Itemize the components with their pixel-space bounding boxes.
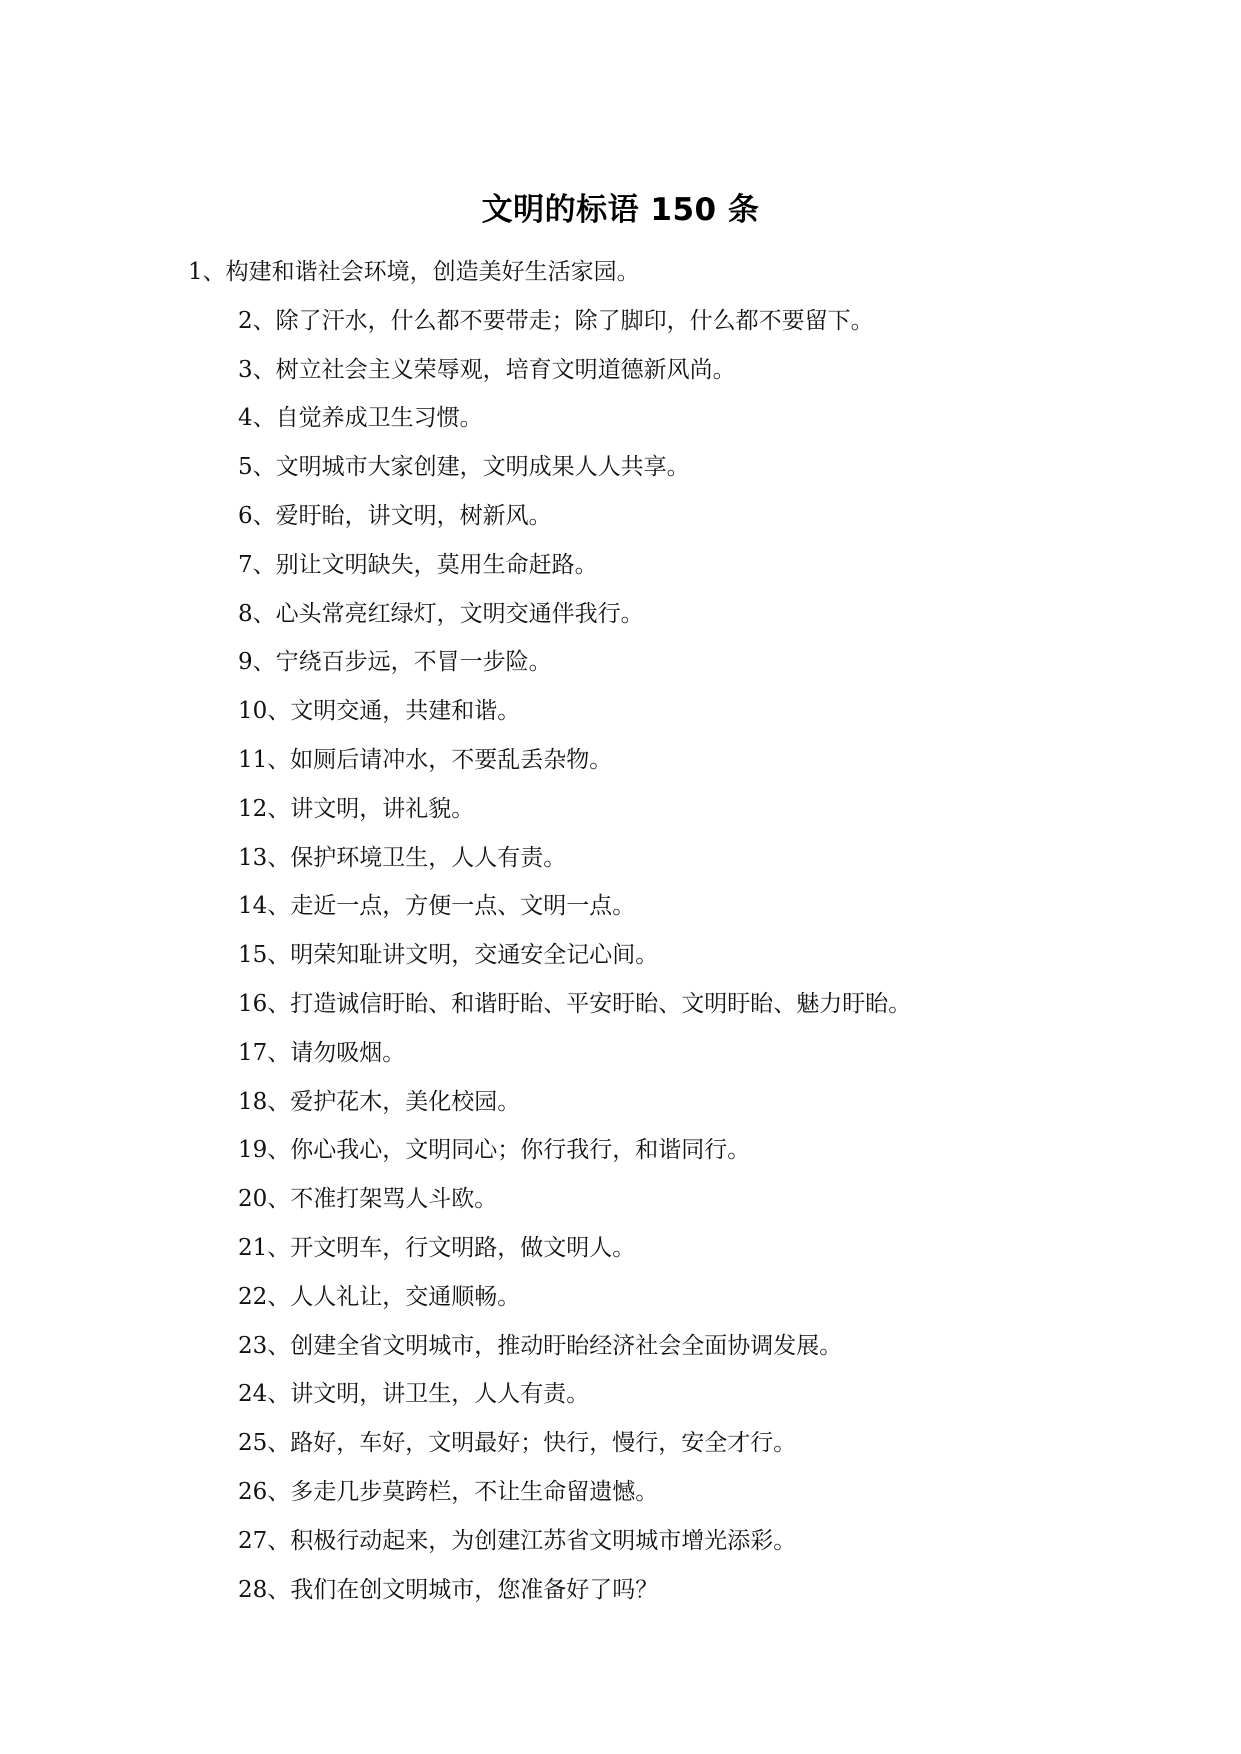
slogan-item: 17、请勿吸烟。 — [238, 1039, 406, 1066]
slogan-item: 4、自觉养成卫生习惯。 — [238, 405, 483, 432]
slogan-item: 10、文明交通，共建和谐。 — [238, 698, 521, 725]
slogan-item: 1、构建和谐社会环境，创造美好生活家园。 — [188, 259, 640, 285]
slogan-item: 5、文明城市大家创建，文明成果人人共享。 — [238, 454, 690, 481]
slogan-item: 21、开文明车，行文明路，做文明人。 — [238, 1234, 636, 1261]
slogan-item: 18、爱护花木，美化校园。 — [238, 1088, 521, 1115]
slogan-item: 13、保护环境卫生，人人有责。 — [238, 844, 567, 871]
slogan-item: 9、宁绕百步远，不冒一步险。 — [238, 649, 552, 676]
slogan-item: 2、除了汗水，什么都不要带走；除了脚印，什么都不要留下。 — [238, 307, 874, 334]
slogan-item: 7、别让文明缺失，莫用生命赶路。 — [238, 551, 598, 578]
slogan-item: 12、讲文明，讲礼貌。 — [238, 795, 475, 822]
slogan-item: 16、打造诚信盱眙、和谐盱眙、平安盱眙、文明盱眙、魅力盱眙。 — [238, 990, 912, 1017]
slogan-item: 14、走近一点，方便一点、文明一点。 — [238, 893, 636, 920]
slogan-item: 15、明荣知耻讲文明，交通安全记心间。 — [238, 942, 659, 969]
slogan-item: 24、讲文明，讲卫生，人人有责。 — [238, 1381, 590, 1408]
slogan-item: 8、心头常亮红绿灯，文明交通伴我行。 — [238, 600, 644, 627]
document-title: 文明的标语 150 条 — [481, 192, 760, 228]
slogan-item: 6、爱盱眙，讲文明，树新风。 — [238, 502, 552, 529]
slogan-item: 11、如厕后请冲水，不要乱丢杂物。 — [238, 746, 613, 773]
slogan-list — [0, 252, 1241, 1618]
slogan-item: 20、不准打架骂人斗欧。 — [238, 1186, 498, 1213]
slogan-item: 26、多走几步莫跨栏，不让生命留遗憾。 — [238, 1478, 659, 1505]
slogan-item: 3、树立社会主义荣辱观，培育文明道德新风尚。 — [238, 356, 736, 383]
slogan-item: 23、创建全省文明城市，推动盱眙经济社会全面协调发展。 — [238, 1332, 843, 1359]
slogan-item: 22、人人礼让，交通顺畅。 — [238, 1283, 521, 1310]
slogan-item: 27、积极行动起来，为创建江苏省文明城市增光添彩。 — [238, 1527, 797, 1554]
slogan-item: 25、路好，车好，文明最好；快行，慢行，安全才行。 — [238, 1430, 797, 1457]
slogan-item: 28、我们在创文明城市，您准备好了吗？ — [238, 1576, 659, 1603]
slogan-item: 19、你心我心，文明同心；你行我行，和谐同行。 — [238, 1137, 751, 1164]
